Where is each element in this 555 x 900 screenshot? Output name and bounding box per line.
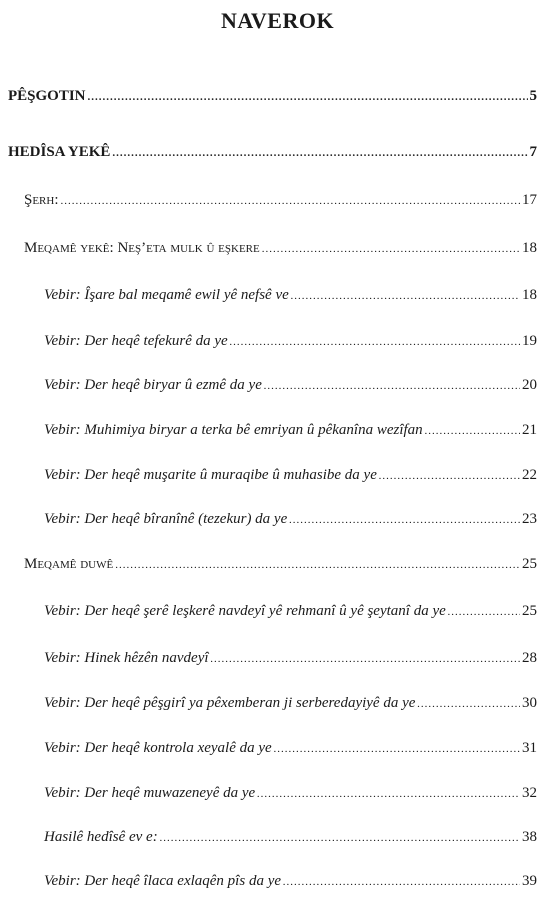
toc-page-number: 17 <box>522 192 537 208</box>
toc-page-number: 25 <box>522 556 537 572</box>
toc-entry-vebir-isare[interactable] <box>44 287 537 304</box>
toc-entry-label: Vebir: Der heqê muşarite û muraqibe û muhasibe da ye <box>44 467 377 483</box>
dot-leader <box>379 471 520 482</box>
toc-page-number: 20 <box>522 377 537 393</box>
toc-entry-label: Vebir: Der heqê şerê leşkerê navdeyî yê rehmanî û yê şeytanî da ye <box>44 603 446 619</box>
toc-page-number: 5 <box>529 88 537 104</box>
dot-leader <box>448 607 520 618</box>
toc-entry-vebir-biranine[interactable] <box>44 511 537 528</box>
dot-leader <box>291 291 520 302</box>
dot-leader <box>160 833 520 844</box>
toc-page-number: 38 <box>522 829 537 845</box>
toc-page-number: 7 <box>529 144 537 160</box>
toc-page-number: 31 <box>522 740 537 756</box>
toc-entry-label: Meqamê duwê <box>24 556 114 572</box>
toc-entry-meqame-yeke[interactable] <box>24 240 537 257</box>
toc-page-number: 18 <box>522 240 537 256</box>
toc-entry-vebir-pesgiri[interactable] <box>44 695 537 712</box>
toc-entry-hasile-hedise[interactable] <box>44 829 537 846</box>
toc-entry-serh[interactable] <box>24 192 537 209</box>
toc-entry-vebir-hinek-hezen[interactable] <box>44 650 537 667</box>
toc-page-number: 19 <box>522 333 537 349</box>
toc-entry-label: HEDÎSA YEKÊ <box>8 144 111 160</box>
toc-entry-label: Vebir: Der heqê kontrola xeyalê da ye <box>44 740 272 756</box>
toc-entry-label: Vebir: Der heqê biryar û ezmê da ye <box>44 377 262 393</box>
toc-entry-vebir-biryar[interactable] <box>44 377 537 394</box>
toc-entry-vebir-kontrola[interactable] <box>44 740 537 757</box>
page-title: NAVEROK <box>220 8 335 33</box>
toc-entry-vebir-sere-leskere[interactable] <box>44 603 537 620</box>
toc-entry-vebir-muhimiya[interactable] <box>44 422 537 439</box>
toc-page-number: 23 <box>522 511 537 527</box>
toc-entry-label: PÊŞGOTIN <box>8 88 86 104</box>
dot-leader <box>417 699 520 710</box>
toc-entry-label: Vebir: Der heqê bîranînê (tezekur) da ye <box>44 511 288 527</box>
toc-page-number: 22 <box>522 467 537 483</box>
dot-leader <box>264 381 520 392</box>
toc-page-number: 39 <box>522 873 537 889</box>
dot-leader <box>115 560 520 571</box>
dot-leader <box>112 148 527 159</box>
toc-entry-label: Vebir: Hinek hêzên navdeyî <box>44 650 209 666</box>
toc-page-number: 21 <box>522 422 537 438</box>
toc-entry-vebir-musarite[interactable] <box>44 467 537 484</box>
dot-leader <box>230 337 520 348</box>
toc-entry-label: Vebir: Der heqê muwazeneyê da ye <box>44 785 256 801</box>
toc-entry-meqame-duwe[interactable] <box>24 556 537 573</box>
dot-leader <box>262 244 520 255</box>
toc-page-number: 25 <box>522 603 537 619</box>
toc-entry-label: Vebir: Îşare bal meqamê ewil yê nefsê ve <box>44 287 289 303</box>
toc-entry-pesgotin[interactable] <box>8 88 537 105</box>
dot-leader <box>61 196 520 207</box>
toc-entry-vebir-tefekur[interactable] <box>44 333 537 350</box>
toc-entry-vebir-ilaca[interactable] <box>44 873 537 890</box>
toc-entry-label: Meqamê yekê: Neş’eta mulk û eşkere <box>24 240 260 256</box>
dot-leader <box>211 654 520 665</box>
toc-entry-label: Vebir: Der heqê pêşgirî ya pêxemberan ji serberedayiyê da ye <box>44 695 416 711</box>
toc-page-number: 32 <box>522 785 537 801</box>
dot-leader <box>88 92 528 103</box>
toc-entry-vebir-muwazeneye[interactable] <box>44 785 537 802</box>
toc-entry-label: Vebir: Muhimiya biryar a terka bê emriyan û pêkanîna wezîfan <box>44 422 423 438</box>
dot-leader <box>289 515 520 526</box>
toc-page-number: 28 <box>522 650 537 666</box>
toc-entry-hedisa-yeke[interactable] <box>8 144 537 161</box>
toc-entry-label: Hasilê hedîsê ev e: <box>44 829 158 845</box>
toc-entry-label: Vebir: Der heqê îlaca exlaqên pîs da ye <box>44 873 282 889</box>
toc-page-number: 18 <box>522 287 537 303</box>
dot-leader <box>274 744 520 755</box>
dot-leader <box>283 877 520 888</box>
dot-leader <box>425 426 520 437</box>
toc-entry-label: Şerh: <box>24 192 59 208</box>
toc-entry-label: Vebir: Der heqê tefekurê da ye <box>44 333 228 349</box>
toc-page-number: 30 <box>522 695 537 711</box>
dot-leader <box>257 789 520 800</box>
